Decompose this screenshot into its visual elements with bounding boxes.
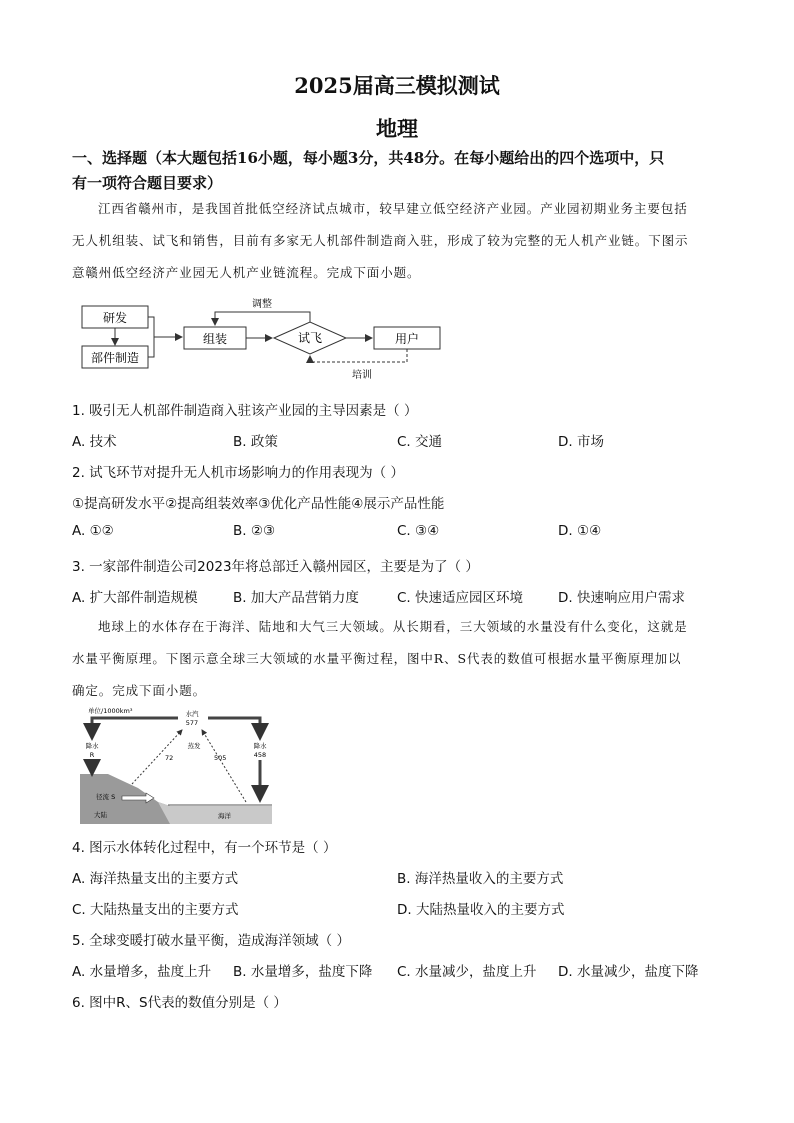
q5-option-d[interactable]: D. 水量减少，盐度下降	[558, 964, 699, 980]
page-title: 2025届高三模拟测试	[294, 73, 500, 98]
subject-title: 地理	[376, 116, 418, 141]
q3-option-c[interactable]: C. 快速适应园区环境	[397, 590, 524, 606]
water-balance-diagram	[78, 704, 274, 826]
training-arrow	[310, 349, 407, 362]
q1-option-d[interactable]: D. 市场	[558, 434, 604, 450]
section-heading	[72, 146, 732, 196]
section-heading-line2: 有一项符合题目要求）	[72, 174, 223, 192]
passage-2-line2: 水量平衡原理。下图示意全球三大领域的水量平衡过程，图中R、S代表的数值可根据水量平衡原理加以	[72, 651, 682, 666]
passage-2-line3: 确定。完成下面小题。	[72, 683, 207, 698]
ocean-evap-value: 505	[214, 754, 227, 762]
rd-to-assembly-arrow	[148, 317, 182, 337]
question-1-stem: 1. 吸引无人机部件制造商入驻该产业园的主导因素是（ ）	[72, 403, 418, 419]
adjust-label: 调整	[252, 299, 272, 310]
q1-option-a[interactable]: A. 技术	[72, 434, 117, 450]
land-precip-value: R	[89, 751, 95, 759]
q2-option-c[interactable]: C. ③④	[397, 523, 440, 539]
q5-option-b[interactable]: B. 水量增多，盐度下降	[233, 964, 373, 980]
user-label: 用户	[394, 332, 420, 346]
evaporation-label: 蒸发	[187, 742, 201, 750]
unit-label: 单位/1000km³	[88, 707, 133, 715]
q3-option-a[interactable]: A. 扩大部件制造规模	[72, 590, 198, 606]
land-label: 大陆	[94, 811, 107, 819]
q2-option-a[interactable]: A. ①②	[72, 523, 114, 539]
parts-label: 部件制造	[90, 351, 140, 365]
training-label: 培训	[352, 370, 372, 381]
passage-1-line2: 无人机组装、试飞和销售，目前有多家无人机部件制造商入驻，形成了较为完整的无人机产业链。下图示	[72, 233, 689, 248]
q2-option-d[interactable]: D. ①④	[558, 523, 602, 539]
land-evap-value: 72	[165, 754, 174, 762]
question-2-stem: 2. 试飞环节对提升无人机市场影响力的作用表现为（ ）	[72, 465, 404, 481]
q4-option-a[interactable]: A. 海洋热量支出的主要方式	[72, 871, 239, 887]
q3-option-d[interactable]: D. 快速响应用户需求	[558, 590, 685, 606]
land-precip-label: 降水	[85, 742, 99, 750]
parts-to-assembly-line	[148, 337, 154, 357]
q2-option-b[interactable]: B. ②③	[233, 523, 276, 539]
question-2-sub: ①提高研发水平②提高组装效率③优化产品性能④展示产品性能	[72, 496, 445, 512]
rd-label: 研发	[102, 311, 128, 325]
passage-2	[72, 611, 722, 707]
runoff-label: 径流 S	[96, 793, 116, 801]
assembly-label: 组装	[202, 332, 228, 346]
ocean-label: 海洋	[218, 812, 231, 820]
q1-option-c[interactable]: C. 交通	[397, 434, 443, 450]
passage-1-line1: 江西省赣州市，是我国首批低空经济试点城市，较早建立低空经济产业园。产业园初期业务主要包括	[98, 201, 688, 216]
test-label: 试飞	[297, 331, 323, 345]
question-5-stem: 5. 全球变暖打破水量平衡，造成海洋领域（ ）	[72, 933, 350, 949]
q3-option-b[interactable]: B. 加大产品营销力度	[233, 590, 359, 606]
question-4-stem: 4. 图示水体转化过程中，有一个环节是（ ）	[72, 840, 337, 856]
vapor-label: 水汽	[185, 710, 199, 718]
adjust-arrow	[215, 312, 310, 325]
ocean-precip-label: 降水	[253, 742, 267, 750]
passage-2-line1: 地球上的水体存在于海洋、陆地和大气三大领域。从长期看，三大领域的水量没有什么变化，这就是	[98, 619, 688, 634]
ocean-precip-value: 458	[253, 751, 267, 759]
industry-chain-flowchart	[72, 294, 452, 386]
question-3-stem: 3. 一家部件制造公司2023年将总部迁入赣州园区，主要是为了（ ）	[72, 559, 479, 575]
vapor-value: 577	[185, 719, 199, 727]
passage-1-line3: 意赣州低空经济产业园无人机产业链流程。完成下面小题。	[72, 265, 421, 280]
question-6-stem: 6. 图中R、S代表的数值分别是（ ）	[72, 995, 287, 1011]
q1-option-b[interactable]: B. 政策	[233, 434, 278, 450]
section-heading-line1: 一、选择题（本大题包括16小题，每小题3分，共48分。在每小题给出的四个选项中，只	[72, 149, 665, 167]
q4-option-b[interactable]: B. 海洋热量收入的主要方式	[397, 871, 564, 887]
q5-option-a[interactable]: A. 水量增多，盐度上升	[72, 964, 212, 980]
q4-option-d[interactable]: D. 大陆热量收入的主要方式	[397, 902, 565, 918]
q5-option-c[interactable]: C. 水量减少，盐度上升	[397, 964, 537, 980]
passage-1	[72, 193, 722, 289]
q4-option-c[interactable]: C. 大陆热量支出的主要方式	[72, 902, 239, 918]
